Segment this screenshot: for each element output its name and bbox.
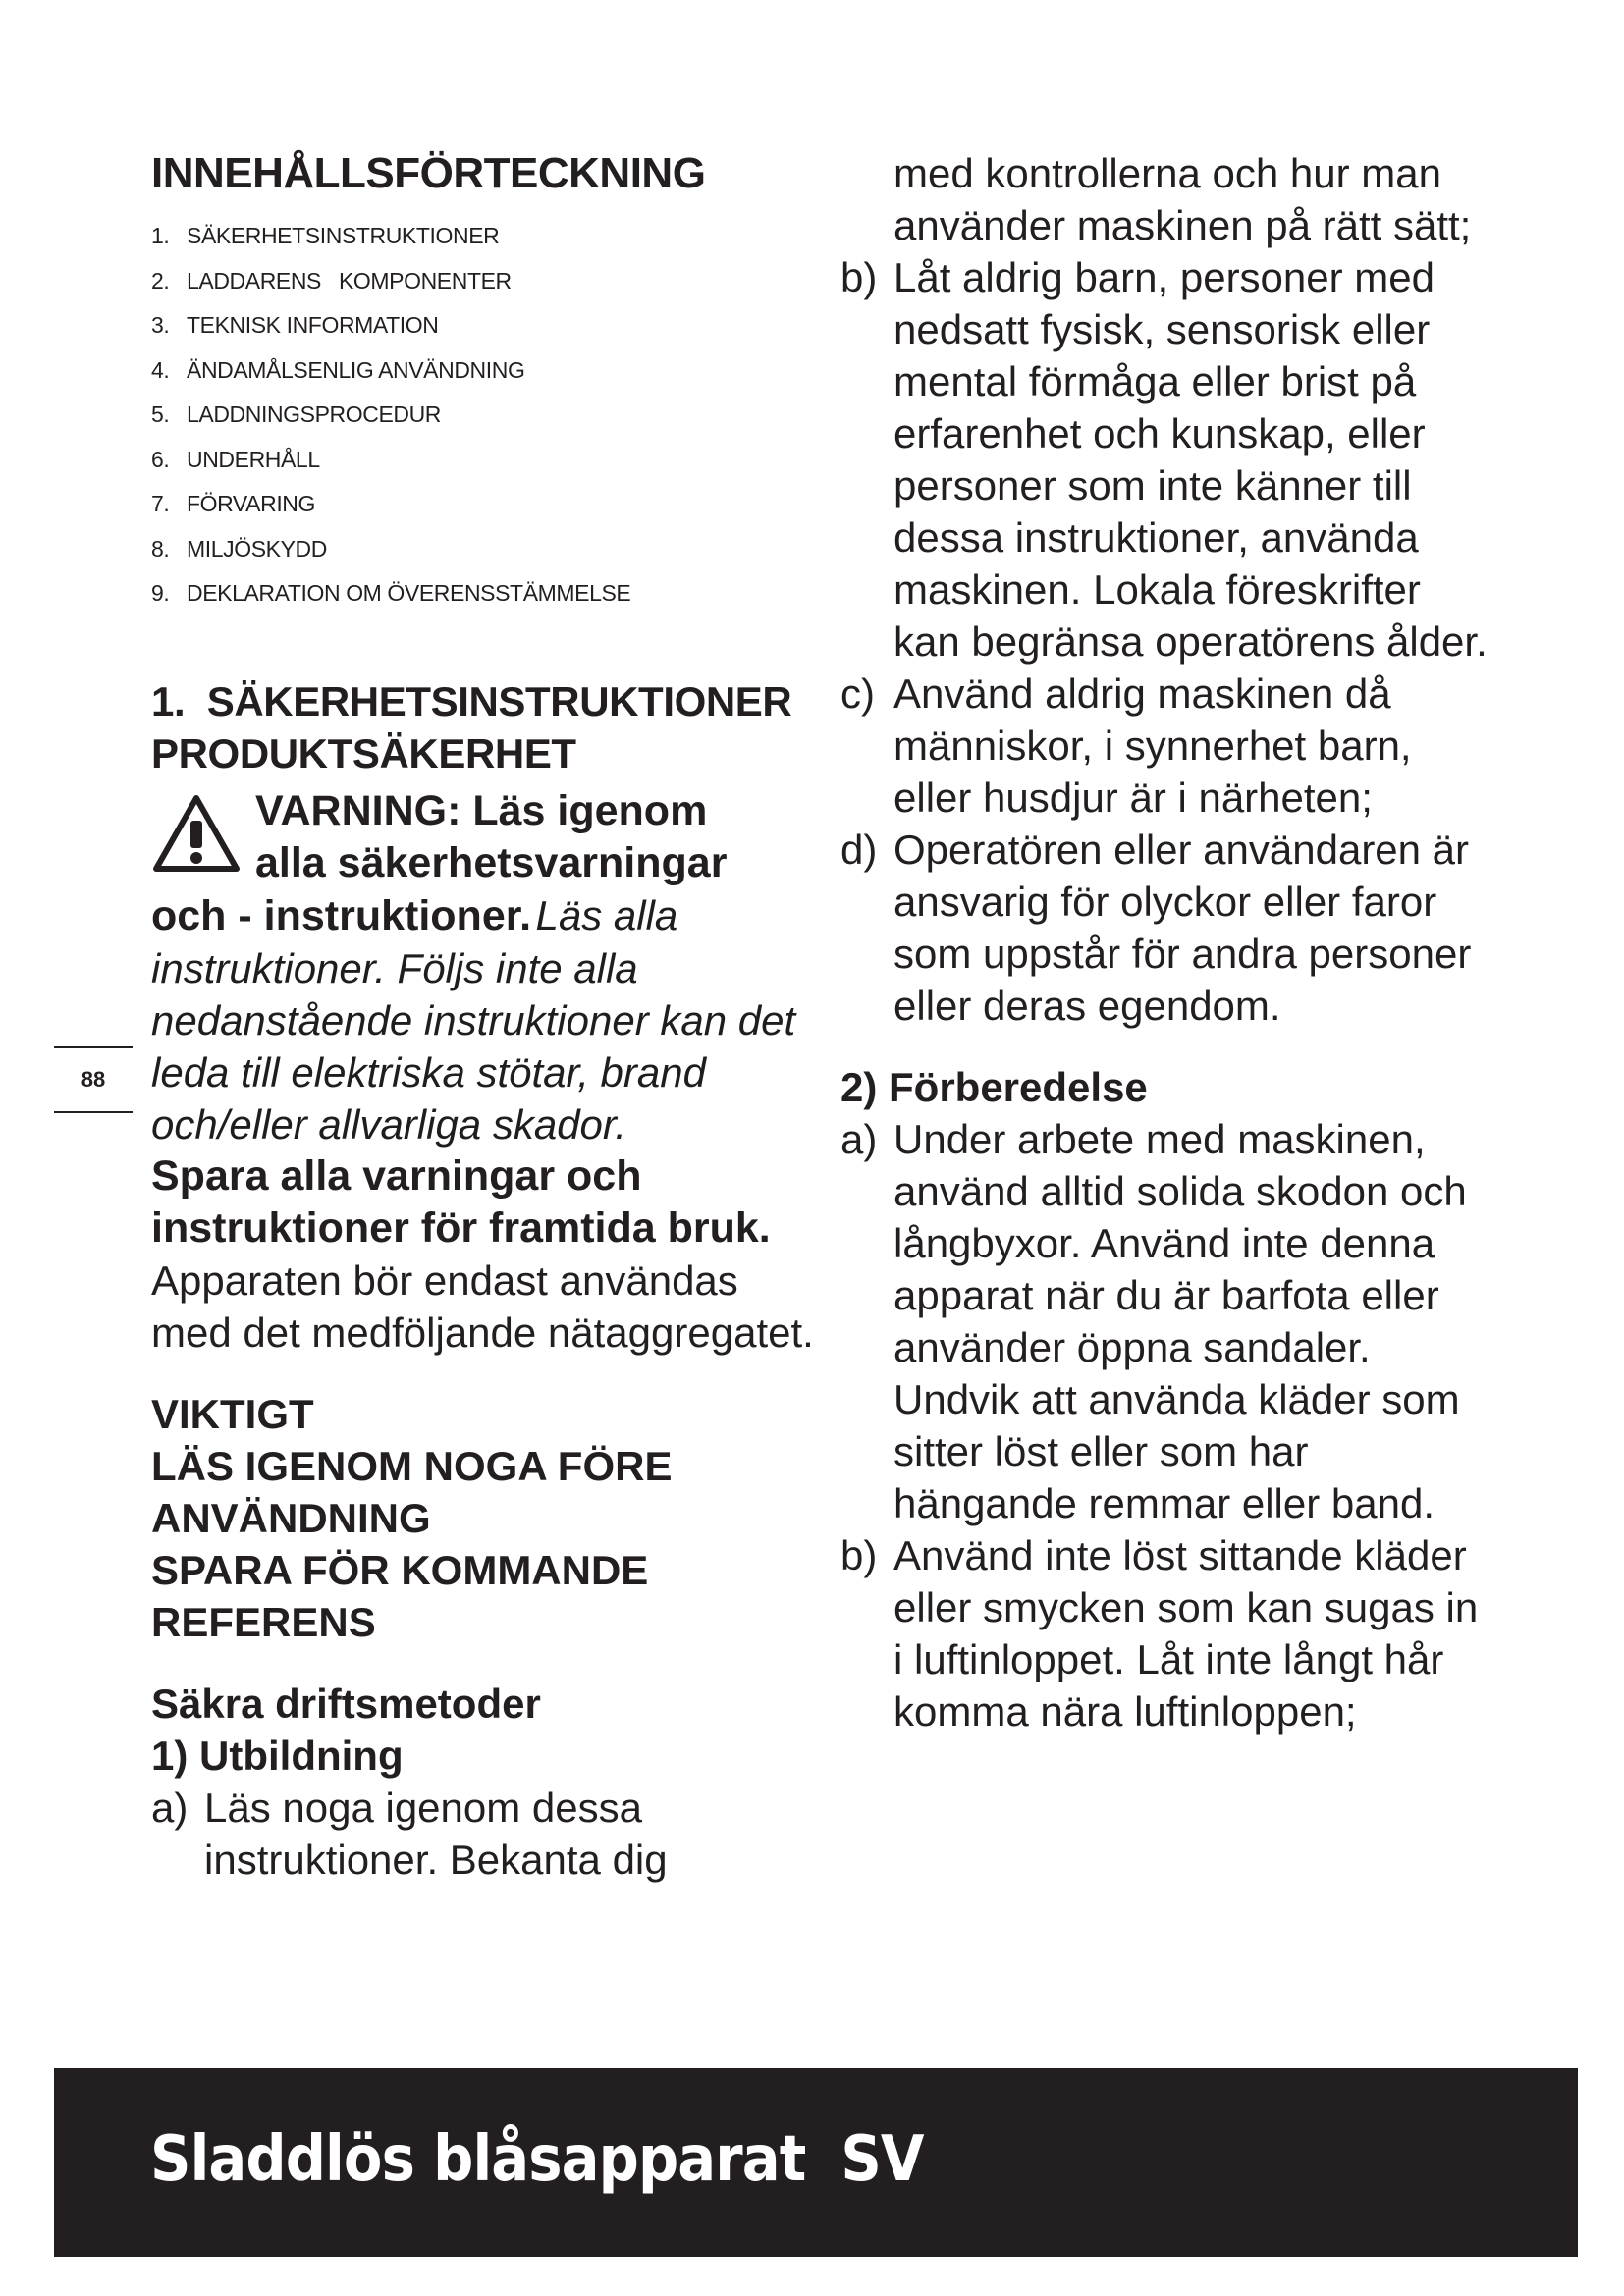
list-item: a) Läs noga igenom dessa instruktioner. Bekanta dig	[151, 1784, 668, 1883]
toc-item[interactable]: 4. ÄNDAMÅLSENLIG ANVÄNDNING	[151, 356, 525, 383]
right-column	[840, 147, 1498, 1737]
save-instructions-text: Spara alla varningar och instruktioner för framtida bruk.	[151, 1151, 771, 1252]
list-item: b) Låt aldrig barn, personer med nedsatt fysisk, sensorisk eller mental förmåga eller brist på erfarenhet och kunskap, eller personer som inte känner till dessa instruktioner, använda maskinen. Lokala föreskrifter kan begränsa operatörens ålder.	[840, 254, 1488, 665]
continuation-text: med kontrollerna och hur man använder maskinen på rätt sätt;	[893, 150, 1472, 248]
list-item: a) Under arbete med maskinen, använd alltid solida skodon och långbyxor. Använd inte denna apparat när du är barfota eller använder öppna sandaler. Undvik att använda kläder som sitter löst eller som har hängande remmar eller band.	[840, 1116, 1467, 1526]
footer-title: Sladdlös blåsapparat SV	[150, 2123, 924, 2196]
toc-item[interactable]: 9. DEKLARATION OM ÖVERENSSTÄMMELSE	[151, 580, 631, 606]
toc-item[interactable]: 6. UNDERHÅLL	[151, 446, 320, 472]
table-of-contents	[151, 214, 819, 616]
toc-item[interactable]: 2. LADDARENS KOMPONENTER	[151, 267, 512, 294]
training-heading: 1) Utbildning	[151, 1732, 404, 1779]
section-heading	[151, 675, 819, 779]
footer-bar	[54, 2068, 1578, 2257]
toc-title: INNEHÅLLSFÖRTECKNING	[151, 149, 706, 197]
language-code: SV	[840, 2123, 924, 2196]
safe-methods-heading: Säkra driftsmetoder	[151, 1680, 541, 1727]
preparation-heading: 2) Förberedelse	[840, 1064, 1148, 1110]
warning-triangle-icon	[151, 793, 242, 874]
toc-item[interactable]: 7. FÖRVARING	[151, 491, 316, 516]
warning-italic-text: Läs alla instruktioner. Följs inte alla nedanstående instruktioner kan det leda till elektriska stötar, brand och/eller allvarliga skador.	[151, 891, 796, 1148]
list-item: b) Använd inte löst sittande kläder eller smycken som kan sugas in i luftinloppet. Låt inte långt hår komma nära luftinloppen;	[840, 1532, 1479, 1735]
warning-block	[151, 785, 819, 1150]
warning-lead-end: och - instruktioner.	[151, 891, 532, 939]
warning-lead-line: alla säkerhetsvarningar	[255, 838, 728, 886]
left-column	[151, 147, 819, 1886]
power-supply-text: Apparaten bör endast användas med det medföljande nätaggregatet.	[151, 1256, 814, 1356]
toc-item[interactable]: 5. LADDNINGSPROCEDUR	[151, 401, 442, 427]
toc-item[interactable]: 3. TEKNISK INFORMATION	[151, 312, 439, 338]
toc-item[interactable]: 8. MILJÖSKYDD	[151, 535, 327, 561]
section-heading-line: 1. SÄKERHETSINSTRUKTIONER	[151, 677, 792, 724]
important-notice: VIKTIGT LÄS IGENOM NOGA FÖRE ANVÄNDNING SPARA FÖR KOMMANDE REFERENS	[151, 1390, 673, 1645]
page-number: 88	[54, 1046, 133, 1113]
warning-lead-line: VARNING: Läs igenom	[255, 786, 708, 834]
list-item: c) Använd aldrig maskinen då människor, i synnerhet barn, eller husdjur är i närheten;	[840, 670, 1412, 821]
toc-item[interactable]: 1. SÄKERHETSINSTRUKTIONER	[151, 223, 500, 248]
list-item: d) Operatören eller användaren är ansvarig för olyckor eller faror som uppstår för andra personer eller deras egendom.	[840, 827, 1472, 1029]
section-subheading: PRODUKTSÄKERHET	[151, 729, 576, 776]
